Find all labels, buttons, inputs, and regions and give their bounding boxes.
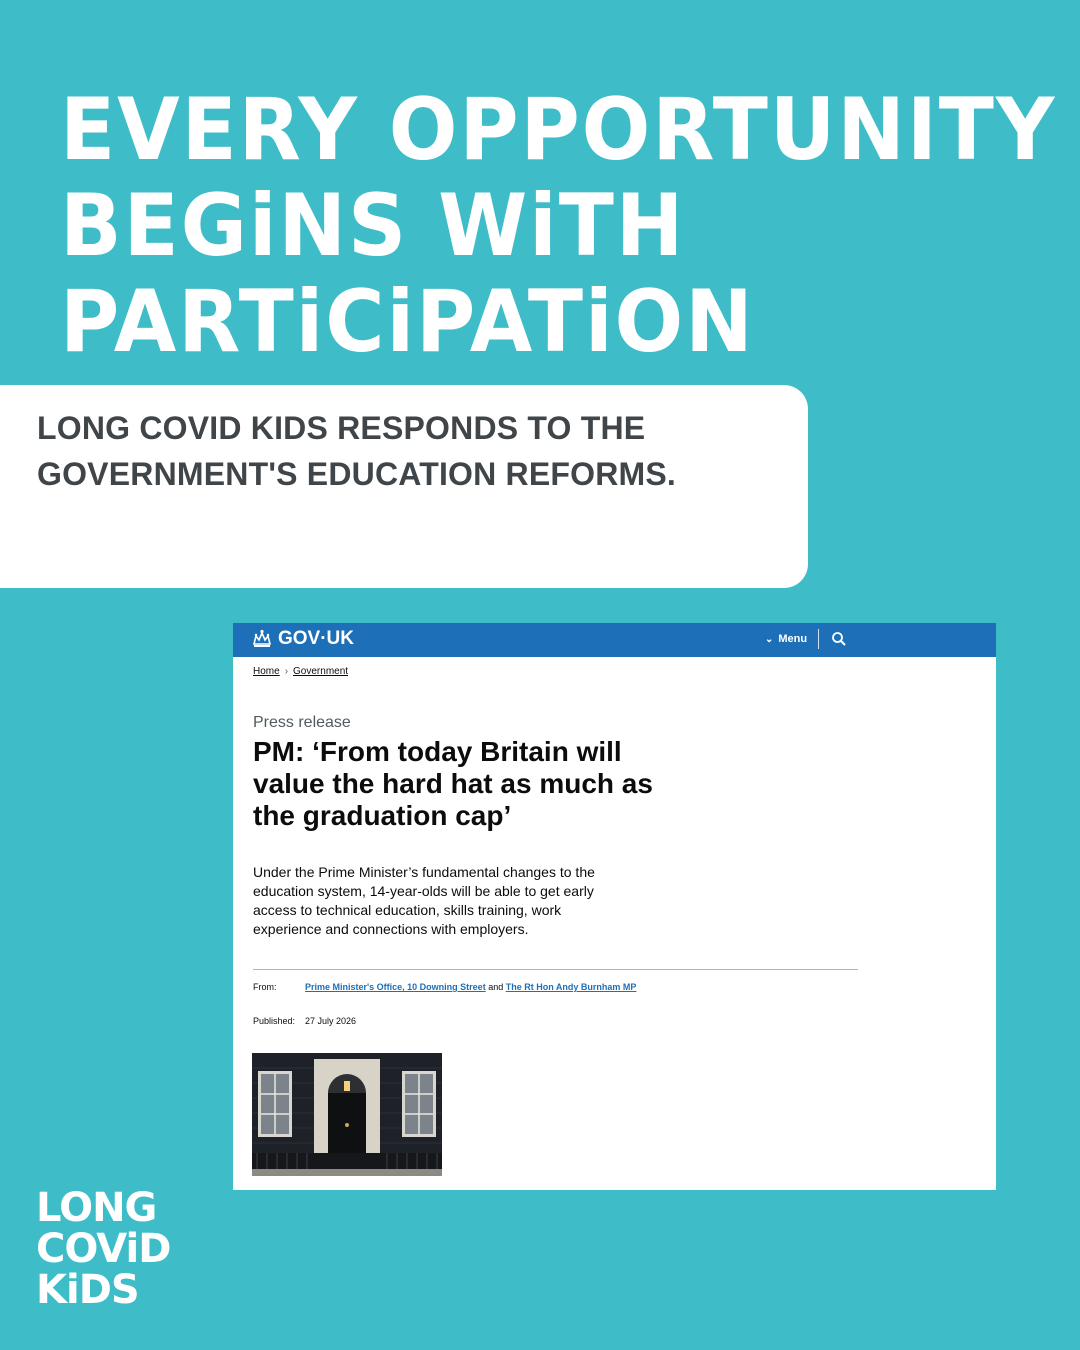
from-org-link-2[interactable]: The Rt Hon Andy Burnham MP — [505, 982, 637, 992]
published-date: 27 July 2026 — [305, 1016, 357, 1026]
lede-paragraph: Under the Prime Minister’s fundamental changes to the education system, 14-year-olds will be able to get early access to technical education, skills training, work experience and connections with employers. — [253, 864, 595, 937]
long-covid-kids-logo — [36, 1185, 171, 1313]
logo-line-3: KiDS — [36, 1267, 139, 1313]
subheadline-line-1: LONG COVID KIDS RESPONDS TO THE — [37, 410, 646, 446]
headline — [60, 80, 1057, 372]
subheadline-line-2: GOVERNMENT'S EDUCATION REFORMS. — [37, 456, 677, 492]
subheadline — [37, 405, 737, 497]
header-divider — [818, 629, 819, 649]
headline-line-3: PARTiCiPATiON — [60, 272, 755, 372]
logo-line-1: LONG — [36, 1185, 157, 1231]
subheadline-card — [0, 385, 808, 588]
headline-line-2: BEGiNS WiTH — [60, 176, 686, 276]
page-title: PM: ‘From today Britain will value the hard hat as much as the graduation cap’ — [253, 736, 653, 831]
metadata-divider — [253, 969, 858, 970]
menu-button[interactable] — [765, 632, 807, 647]
menu-label: Menu — [778, 633, 808, 645]
govuk-header — [233, 623, 996, 657]
from-label: From: — [253, 982, 277, 992]
breadcrumb-government[interactable]: Government — [293, 666, 349, 677]
govuk-logo[interactable]: GOV·UK — [278, 628, 354, 649]
headline-line-1: EVERY OPPORTUNITY — [60, 80, 1057, 180]
breadcrumb-home[interactable]: Home — [253, 666, 280, 677]
logo-line-2: COViD — [36, 1226, 171, 1272]
chevron-right-icon: › — [284, 666, 289, 677]
breadcrumb — [253, 666, 348, 677]
document-type: Press release — [253, 714, 351, 731]
crown-icon — [251, 628, 273, 650]
from-value — [305, 981, 645, 994]
from-org-link-1[interactable]: Prime Minister's Office, 10 Downing Street — [305, 982, 486, 992]
chevron-down-icon: ⌄ — [765, 634, 774, 645]
search-icon[interactable] — [831, 631, 847, 647]
downing-street-photo — [252, 1053, 442, 1176]
govuk-page-screenshot — [233, 623, 996, 1190]
published-label: Published: — [253, 1016, 296, 1026]
from-joiner: and — [488, 982, 504, 992]
